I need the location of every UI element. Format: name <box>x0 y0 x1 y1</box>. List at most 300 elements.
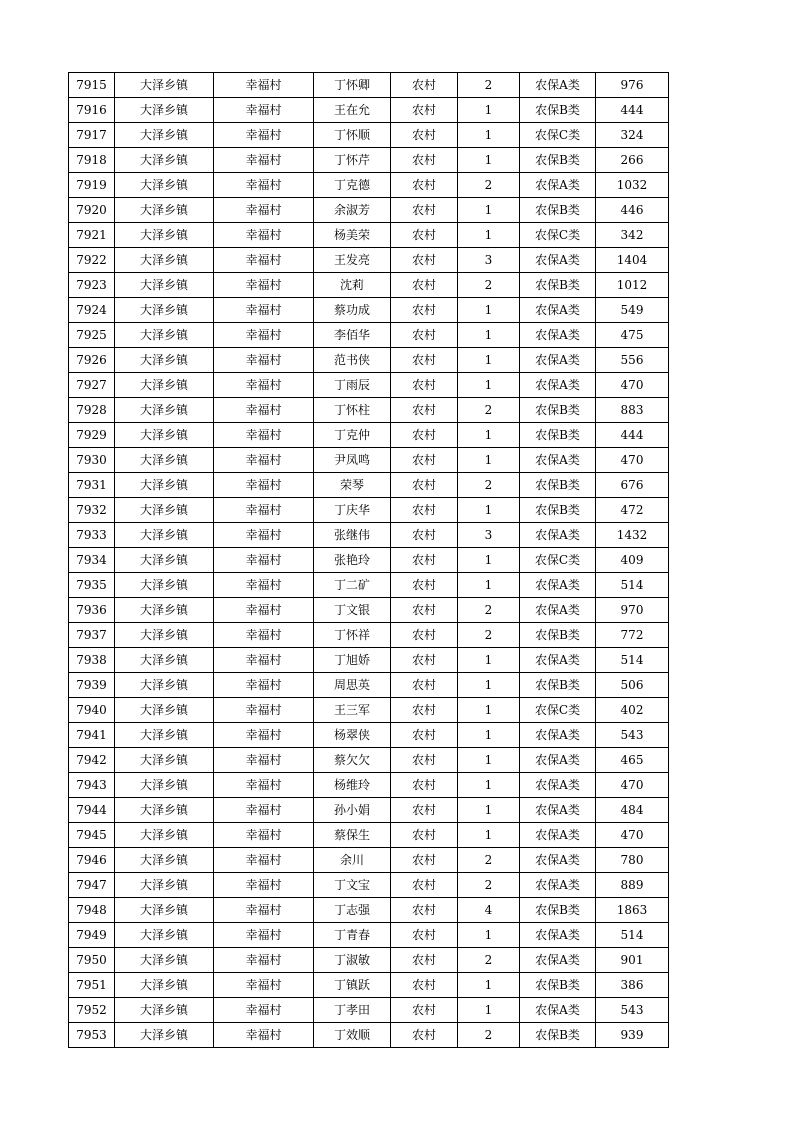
amount-cell: 1032 <box>596 173 669 198</box>
amount-cell: 901 <box>596 948 669 973</box>
area-type-cell: 农村 <box>391 923 458 948</box>
household-size-cell: 3 <box>458 248 520 273</box>
amount-cell: 543 <box>596 998 669 1023</box>
village-cell: 幸福村 <box>214 873 314 898</box>
township-cell: 大泽乡镇 <box>115 698 214 723</box>
household-size-cell: 2 <box>458 73 520 98</box>
insurance-class-cell: 农保B类 <box>520 423 596 448</box>
village-cell: 幸福村 <box>214 473 314 498</box>
area-type-cell: 农村 <box>391 573 458 598</box>
name-cell: 余川 <box>314 848 391 873</box>
household-size-cell: 4 <box>458 898 520 923</box>
serial-no-cell: 7952 <box>69 998 115 1023</box>
township-cell: 大泽乡镇 <box>115 598 214 623</box>
name-cell: 丁雨辰 <box>314 373 391 398</box>
area-type-cell: 农村 <box>391 173 458 198</box>
insurance-class-cell: 农保A类 <box>520 248 596 273</box>
village-cell: 幸福村 <box>214 148 314 173</box>
name-cell: 杨翠侠 <box>314 723 391 748</box>
insurance-class-cell: 农保A类 <box>520 373 596 398</box>
township-cell: 大泽乡镇 <box>115 148 214 173</box>
township-cell: 大泽乡镇 <box>115 523 214 548</box>
insurance-class-cell: 农保B类 <box>520 623 596 648</box>
amount-cell: 514 <box>596 573 669 598</box>
area-type-cell: 农村 <box>391 898 458 923</box>
village-cell: 幸福村 <box>214 898 314 923</box>
household-size-cell: 1 <box>458 748 520 773</box>
insurance-class-cell: 农保B类 <box>520 473 596 498</box>
insurance-class-cell: 农保A类 <box>520 998 596 1023</box>
amount-cell: 514 <box>596 648 669 673</box>
name-cell: 丁志强 <box>314 898 391 923</box>
amount-cell: 465 <box>596 748 669 773</box>
serial-no-cell: 7923 <box>69 273 115 298</box>
insurance-class-cell: 农保B类 <box>520 98 596 123</box>
village-cell: 幸福村 <box>214 573 314 598</box>
village-cell: 幸福村 <box>214 123 314 148</box>
insurance-class-cell: 农保A类 <box>520 873 596 898</box>
serial-no-cell: 7924 <box>69 298 115 323</box>
amount-cell: 514 <box>596 923 669 948</box>
area-type-cell: 农村 <box>391 248 458 273</box>
serial-no-cell: 7940 <box>69 698 115 723</box>
amount-cell: 470 <box>596 823 669 848</box>
serial-no-cell: 7933 <box>69 523 115 548</box>
area-type-cell: 农村 <box>391 348 458 373</box>
name-cell: 丁镇跃 <box>314 973 391 998</box>
serial-no-cell: 7920 <box>69 198 115 223</box>
village-cell: 幸福村 <box>214 948 314 973</box>
area-type-cell: 农村 <box>391 373 458 398</box>
village-cell: 幸福村 <box>214 273 314 298</box>
serial-no-cell: 7925 <box>69 323 115 348</box>
serial-no-cell: 7929 <box>69 423 115 448</box>
serial-no-cell: 7919 <box>69 173 115 198</box>
village-cell: 幸福村 <box>214 648 314 673</box>
amount-cell: 543 <box>596 723 669 748</box>
table-row <box>69 348 669 373</box>
table-row <box>69 973 669 998</box>
village-cell: 幸福村 <box>214 98 314 123</box>
area-type-cell: 农村 <box>391 623 458 648</box>
area-type-cell: 农村 <box>391 423 458 448</box>
village-cell: 幸福村 <box>214 223 314 248</box>
household-size-cell: 1 <box>458 573 520 598</box>
table-row <box>69 223 669 248</box>
household-size-cell: 2 <box>458 173 520 198</box>
village-cell: 幸福村 <box>214 723 314 748</box>
area-type-cell: 农村 <box>391 773 458 798</box>
insurance-class-cell: 农保A类 <box>520 573 596 598</box>
amount-cell: 470 <box>596 773 669 798</box>
household-size-cell: 1 <box>458 148 520 173</box>
area-type-cell: 农村 <box>391 98 458 123</box>
name-cell: 丁旭娇 <box>314 648 391 673</box>
village-cell: 幸福村 <box>214 773 314 798</box>
name-cell: 丁二矿 <box>314 573 391 598</box>
village-cell: 幸福村 <box>214 848 314 873</box>
amount-cell: 402 <box>596 698 669 723</box>
insurance-class-cell: 农保A类 <box>520 298 596 323</box>
insurance-class-cell: 农保A类 <box>520 773 596 798</box>
area-type-cell: 农村 <box>391 398 458 423</box>
name-cell: 丁效顺 <box>314 1023 391 1048</box>
table-row <box>69 148 669 173</box>
table-row <box>69 673 669 698</box>
serial-no-cell: 7948 <box>69 898 115 923</box>
amount-cell: 324 <box>596 123 669 148</box>
amount-cell: 970 <box>596 598 669 623</box>
amount-cell: 470 <box>596 373 669 398</box>
name-cell: 孙小娟 <box>314 798 391 823</box>
village-cell: 幸福村 <box>214 598 314 623</box>
village-cell: 幸福村 <box>214 448 314 473</box>
amount-cell: 1432 <box>596 523 669 548</box>
township-cell: 大泽乡镇 <box>115 798 214 823</box>
table-row <box>69 573 669 598</box>
insurance-class-cell: 农保A类 <box>520 848 596 873</box>
name-cell: 荣琴 <box>314 473 391 498</box>
area-type-cell: 农村 <box>391 148 458 173</box>
amount-cell: 556 <box>596 348 669 373</box>
area-type-cell: 农村 <box>391 823 458 848</box>
amount-cell: 409 <box>596 548 669 573</box>
serial-no-cell: 7939 <box>69 673 115 698</box>
household-size-cell: 1 <box>458 123 520 148</box>
serial-no-cell: 7936 <box>69 598 115 623</box>
insurance-class-cell: 农保B类 <box>520 498 596 523</box>
insurance-class-cell: 农保A类 <box>520 923 596 948</box>
name-cell: 尹凤鸣 <box>314 448 391 473</box>
table-row <box>69 848 669 873</box>
amount-cell: 1863 <box>596 898 669 923</box>
table-row <box>69 323 669 348</box>
table-row <box>69 73 669 98</box>
name-cell: 蔡保生 <box>314 823 391 848</box>
township-cell: 大泽乡镇 <box>115 248 214 273</box>
household-size-cell: 1 <box>458 348 520 373</box>
name-cell: 丁怀卿 <box>314 73 391 98</box>
insurance-class-cell: 农保A类 <box>520 648 596 673</box>
amount-cell: 470 <box>596 448 669 473</box>
name-cell: 王在允 <box>314 98 391 123</box>
township-cell: 大泽乡镇 <box>115 223 214 248</box>
insurance-class-cell: 农保B类 <box>520 1023 596 1048</box>
serial-no-cell: 7947 <box>69 873 115 898</box>
serial-no-cell: 7945 <box>69 823 115 848</box>
table-row <box>69 98 669 123</box>
village-cell: 幸福村 <box>214 73 314 98</box>
table-row <box>69 123 669 148</box>
table-row <box>69 773 669 798</box>
insurance-class-cell: 农保A类 <box>520 348 596 373</box>
name-cell: 丁怀顺 <box>314 123 391 148</box>
village-cell: 幸福村 <box>214 673 314 698</box>
village-cell: 幸福村 <box>214 748 314 773</box>
area-type-cell: 农村 <box>391 498 458 523</box>
household-size-cell: 1 <box>458 198 520 223</box>
household-size-cell: 2 <box>458 273 520 298</box>
serial-no-cell: 7921 <box>69 223 115 248</box>
area-type-cell: 农村 <box>391 448 458 473</box>
serial-no-cell: 7951 <box>69 973 115 998</box>
area-type-cell: 农村 <box>391 548 458 573</box>
table-row <box>69 748 669 773</box>
village-cell: 幸福村 <box>214 548 314 573</box>
village-cell: 幸福村 <box>214 998 314 1023</box>
township-cell: 大泽乡镇 <box>115 473 214 498</box>
area-type-cell: 农村 <box>391 598 458 623</box>
serial-no-cell: 7918 <box>69 148 115 173</box>
insurance-class-cell: 农保C类 <box>520 123 596 148</box>
table-row <box>69 1023 669 1048</box>
household-size-cell: 1 <box>458 448 520 473</box>
township-cell: 大泽乡镇 <box>115 123 214 148</box>
serial-no-cell: 7916 <box>69 98 115 123</box>
name-cell: 丁青春 <box>314 923 391 948</box>
insurance-class-cell: 农保A类 <box>520 798 596 823</box>
serial-no-cell: 7953 <box>69 1023 115 1048</box>
name-cell: 丁庆华 <box>314 498 391 523</box>
household-size-cell: 1 <box>458 323 520 348</box>
insurance-class-cell: 农保A类 <box>520 598 596 623</box>
table-row <box>69 198 669 223</box>
village-cell: 幸福村 <box>214 923 314 948</box>
village-cell: 幸福村 <box>214 198 314 223</box>
amount-cell: 444 <box>596 98 669 123</box>
table-row <box>69 723 669 748</box>
table-row <box>69 798 669 823</box>
township-cell: 大泽乡镇 <box>115 298 214 323</box>
insurance-class-cell: 农保A类 <box>520 448 596 473</box>
village-cell: 幸福村 <box>214 423 314 448</box>
household-size-cell: 1 <box>458 773 520 798</box>
name-cell: 范书侠 <box>314 348 391 373</box>
amount-cell: 1404 <box>596 248 669 273</box>
amount-cell: 939 <box>596 1023 669 1048</box>
village-cell: 幸福村 <box>214 798 314 823</box>
township-cell: 大泽乡镇 <box>115 723 214 748</box>
township-cell: 大泽乡镇 <box>115 198 214 223</box>
area-type-cell: 农村 <box>391 223 458 248</box>
insurance-class-cell: 农保B类 <box>520 973 596 998</box>
serial-no-cell: 7949 <box>69 923 115 948</box>
name-cell: 丁文银 <box>314 598 391 623</box>
table-row <box>69 523 669 548</box>
name-cell: 沈莉 <box>314 273 391 298</box>
area-type-cell: 农村 <box>391 673 458 698</box>
household-size-cell: 1 <box>458 998 520 1023</box>
insurance-class-cell: 农保A类 <box>520 723 596 748</box>
amount-cell: 472 <box>596 498 669 523</box>
village-cell: 幸福村 <box>214 173 314 198</box>
area-type-cell: 农村 <box>391 298 458 323</box>
table-row <box>69 173 669 198</box>
insurance-class-cell: 农保C类 <box>520 548 596 573</box>
household-size-cell: 1 <box>458 298 520 323</box>
name-cell: 丁克仲 <box>314 423 391 448</box>
township-cell: 大泽乡镇 <box>115 348 214 373</box>
township-cell: 大泽乡镇 <box>115 623 214 648</box>
table-row <box>69 823 669 848</box>
table-row <box>69 423 669 448</box>
household-size-cell: 1 <box>458 498 520 523</box>
household-size-cell: 1 <box>458 723 520 748</box>
serial-no-cell: 7922 <box>69 248 115 273</box>
table-row <box>69 648 669 673</box>
village-cell: 幸福村 <box>214 348 314 373</box>
table-row <box>69 948 669 973</box>
table-row <box>69 623 669 648</box>
township-cell: 大泽乡镇 <box>115 873 214 898</box>
household-size-cell: 1 <box>458 423 520 448</box>
township-cell: 大泽乡镇 <box>115 373 214 398</box>
village-cell: 幸福村 <box>214 323 314 348</box>
area-type-cell: 农村 <box>391 473 458 498</box>
village-cell: 幸福村 <box>214 398 314 423</box>
table-row <box>69 373 669 398</box>
village-cell: 幸福村 <box>214 523 314 548</box>
insurance-class-cell: 农保C类 <box>520 223 596 248</box>
amount-cell: 386 <box>596 973 669 998</box>
township-cell: 大泽乡镇 <box>115 98 214 123</box>
table-row <box>69 398 669 423</box>
household-size-cell: 2 <box>458 598 520 623</box>
village-cell: 幸福村 <box>214 373 314 398</box>
serial-no-cell: 7946 <box>69 848 115 873</box>
insurance-class-cell: 农保A类 <box>520 948 596 973</box>
amount-cell: 976 <box>596 73 669 98</box>
insurance-class-cell: 农保B类 <box>520 398 596 423</box>
village-cell: 幸福村 <box>214 973 314 998</box>
name-cell: 丁文宝 <box>314 873 391 898</box>
insurance-class-cell: 农保C类 <box>520 698 596 723</box>
insurance-class-cell: 农保B类 <box>520 148 596 173</box>
township-cell: 大泽乡镇 <box>115 648 214 673</box>
amount-cell: 475 <box>596 323 669 348</box>
insurance-class-cell: 农保A类 <box>520 173 596 198</box>
amount-cell: 883 <box>596 398 669 423</box>
area-type-cell: 农村 <box>391 198 458 223</box>
household-size-cell: 2 <box>458 848 520 873</box>
village-cell: 幸福村 <box>214 498 314 523</box>
name-cell: 王发亮 <box>314 248 391 273</box>
name-cell: 张继伟 <box>314 523 391 548</box>
table-row <box>69 873 669 898</box>
area-type-cell: 农村 <box>391 648 458 673</box>
household-size-cell: 2 <box>458 398 520 423</box>
serial-no-cell: 7915 <box>69 73 115 98</box>
township-cell: 大泽乡镇 <box>115 573 214 598</box>
insurance-class-cell: 农保B类 <box>520 273 596 298</box>
name-cell: 周思英 <box>314 673 391 698</box>
serial-no-cell: 7928 <box>69 398 115 423</box>
township-cell: 大泽乡镇 <box>115 773 214 798</box>
household-size-cell: 1 <box>458 673 520 698</box>
area-type-cell: 农村 <box>391 723 458 748</box>
amount-cell: 484 <box>596 798 669 823</box>
serial-no-cell: 7938 <box>69 648 115 673</box>
amount-cell: 676 <box>596 473 669 498</box>
name-cell: 李佰华 <box>314 323 391 348</box>
table-row <box>69 248 669 273</box>
township-cell: 大泽乡镇 <box>115 948 214 973</box>
serial-no-cell: 7942 <box>69 748 115 773</box>
name-cell: 王三军 <box>314 698 391 723</box>
serial-no-cell: 7932 <box>69 498 115 523</box>
amount-cell: 446 <box>596 198 669 223</box>
serial-no-cell: 7934 <box>69 548 115 573</box>
name-cell: 丁怀柱 <box>314 398 391 423</box>
township-cell: 大泽乡镇 <box>115 973 214 998</box>
insurance-class-cell: 农保B类 <box>520 198 596 223</box>
household-size-cell: 1 <box>458 98 520 123</box>
amount-cell: 772 <box>596 623 669 648</box>
township-cell: 大泽乡镇 <box>115 998 214 1023</box>
area-type-cell: 农村 <box>391 998 458 1023</box>
insurance-class-cell: 农保A类 <box>520 523 596 548</box>
township-cell: 大泽乡镇 <box>115 73 214 98</box>
area-type-cell: 农村 <box>391 123 458 148</box>
village-cell: 幸福村 <box>214 623 314 648</box>
household-size-cell: 1 <box>458 223 520 248</box>
township-cell: 大泽乡镇 <box>115 423 214 448</box>
household-size-cell: 1 <box>458 373 520 398</box>
area-type-cell: 农村 <box>391 73 458 98</box>
table-row <box>69 598 669 623</box>
amount-cell: 889 <box>596 873 669 898</box>
township-cell: 大泽乡镇 <box>115 673 214 698</box>
data-table <box>68 72 669 1048</box>
household-size-cell: 1 <box>458 698 520 723</box>
village-cell: 幸福村 <box>214 823 314 848</box>
table-row <box>69 273 669 298</box>
area-type-cell: 农村 <box>391 873 458 898</box>
township-cell: 大泽乡镇 <box>115 323 214 348</box>
township-cell: 大泽乡镇 <box>115 848 214 873</box>
amount-cell: 266 <box>596 148 669 173</box>
area-type-cell: 农村 <box>391 948 458 973</box>
serial-no-cell: 7944 <box>69 798 115 823</box>
table-row <box>69 898 669 923</box>
township-cell: 大泽乡镇 <box>115 498 214 523</box>
household-size-cell: 1 <box>458 973 520 998</box>
amount-cell: 506 <box>596 673 669 698</box>
table-row <box>69 298 669 323</box>
township-cell: 大泽乡镇 <box>115 398 214 423</box>
household-size-cell: 2 <box>458 623 520 648</box>
amount-cell: 342 <box>596 223 669 248</box>
area-type-cell: 农村 <box>391 748 458 773</box>
insurance-class-cell: 农保A类 <box>520 323 596 348</box>
township-cell: 大泽乡镇 <box>115 173 214 198</box>
insurance-class-cell: 农保B类 <box>520 898 596 923</box>
household-size-cell: 2 <box>458 1023 520 1048</box>
serial-no-cell: 7937 <box>69 623 115 648</box>
township-cell: 大泽乡镇 <box>115 1023 214 1048</box>
table-row <box>69 498 669 523</box>
table-row <box>69 448 669 473</box>
name-cell: 丁怀芹 <box>314 148 391 173</box>
township-cell: 大泽乡镇 <box>115 898 214 923</box>
amount-cell: 780 <box>596 848 669 873</box>
area-type-cell: 农村 <box>391 848 458 873</box>
name-cell: 丁淑敏 <box>314 948 391 973</box>
insurance-class-cell: 农保A类 <box>520 823 596 848</box>
serial-no-cell: 7931 <box>69 473 115 498</box>
village-cell: 幸福村 <box>214 1023 314 1048</box>
insurance-class-cell: 农保A类 <box>520 73 596 98</box>
